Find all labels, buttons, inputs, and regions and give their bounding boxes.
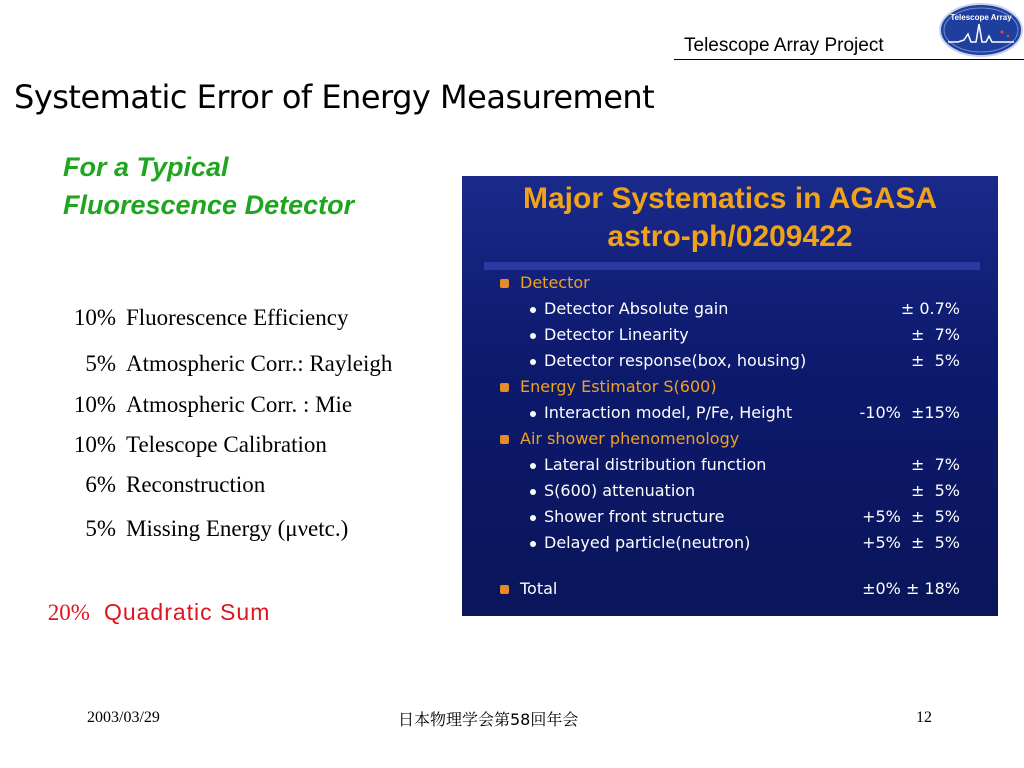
sum-percent: 20%: [47, 600, 90, 625]
dot-bullet-icon: [530, 463, 536, 469]
logo-text: Telescope Array: [950, 13, 1012, 22]
header-rule: [674, 59, 1024, 60]
footer-date: 2003/03/29: [87, 709, 160, 726]
agasa-title-line-1: Major Systematics in AGASA: [522, 182, 937, 215]
agasa-systematics-image: [462, 176, 998, 616]
error-label: Fluorescence Efficiency: [126, 305, 349, 330]
agasa-category-row: [492, 376, 988, 402]
dot-bullet-icon: [530, 541, 536, 547]
agasa-row-value: ± 7%: [911, 455, 960, 474]
dot-bullet-icon: [530, 359, 536, 365]
error-percent: 10%: [73, 305, 116, 330]
dot-bullet-icon: [530, 307, 536, 313]
dot-bullet-icon: [530, 333, 536, 339]
header-project-title: Telescope Array Project: [684, 35, 884, 56]
error-percent: 10%: [73, 392, 116, 417]
agasa-category-row: [492, 578, 988, 604]
error-label: Atmospheric Corr. : Mie: [126, 392, 353, 417]
agasa-divider-band: [484, 262, 980, 270]
agasa-row-label: Detector Absolute gain: [544, 299, 729, 318]
agasa-item-row: [492, 454, 988, 480]
square-bullet-icon: [500, 435, 509, 444]
agasa-row-value: ± 5%: [911, 351, 960, 370]
agasa-row-value: +5% ± 5%: [862, 533, 960, 552]
agasa-row-value: ± 5%: [911, 481, 960, 500]
agasa-row-value: -10% ±15%: [859, 403, 960, 422]
agasa-row-value: ±0% ± 18%: [862, 579, 960, 598]
agasa-item-row: [492, 480, 988, 506]
dot-bullet-icon: [530, 489, 536, 495]
agasa-row-label: Total: [520, 579, 558, 598]
agasa-row-label: Energy Estimator S(600): [520, 377, 717, 396]
subtitle-line-1: For a Typical: [63, 152, 229, 182]
agasa-row-label: S(600) attenuation: [544, 481, 696, 500]
agasa-row-value: +5% ± 5%: [862, 507, 960, 526]
footer-page-number: 12: [916, 709, 932, 726]
error-label: Telescope Calibration: [126, 432, 327, 457]
agasa-row-label: Detector: [520, 273, 590, 292]
agasa-item-row: [492, 506, 988, 532]
error-label: Reconstruction: [126, 472, 266, 497]
error-percent: 5%: [85, 516, 116, 541]
square-bullet-icon: [500, 383, 509, 392]
dot-bullet-icon: [530, 411, 536, 417]
error-percent: 6%: [85, 472, 116, 497]
sum-label: Quadratic Sum: [103, 599, 271, 625]
agasa-title: [462, 180, 998, 256]
agasa-row-label: Interaction model, P/Fe, Height: [544, 403, 793, 422]
agasa-item-row: [492, 350, 988, 376]
agasa-title-line-2: astro-ph/0209422: [607, 220, 853, 253]
slide-title: Systematic Error of Energy Measurement: [14, 78, 655, 116]
agasa-row-value: ± 7%: [911, 325, 960, 344]
subtitle-line-2: Fluorescence Detector: [63, 190, 355, 220]
agasa-row-label: Lateral distribution function: [544, 455, 767, 474]
agasa-item-row: [492, 402, 988, 428]
agasa-row-label: Delayed particle(neutron): [544, 533, 751, 552]
error-percent: 5%: [85, 351, 116, 376]
agasa-category-row: [492, 272, 988, 298]
agasa-row-value: ± 0.7%: [900, 299, 960, 318]
agasa-row-label: Shower front structure: [544, 507, 725, 526]
agasa-item-row: [492, 324, 988, 350]
error-item: [0, 490, 348, 568]
quadratic-sum: [35, 572, 270, 626]
footer-conference: 日本物理学会第58回年会: [398, 710, 579, 729]
error-label: Atmospheric Corr.: Rayleigh: [126, 351, 393, 376]
agasa-category-row: [492, 428, 988, 454]
agasa-item-row: [492, 298, 988, 324]
telescope-array-logo: [938, 2, 1024, 58]
agasa-row-label: Detector Linearity: [544, 325, 689, 344]
dot-bullet-icon: [530, 515, 536, 521]
subtitle: [63, 148, 354, 224]
agasa-row-label: Air shower phenomenology: [520, 429, 740, 448]
agasa-row-label: Detector response(box, housing): [544, 351, 807, 370]
agasa-item-row: [492, 532, 988, 558]
square-bullet-icon: [500, 279, 509, 288]
error-percent: 10%: [73, 432, 116, 457]
error-label: Missing Energy (μνetc.): [126, 516, 349, 541]
square-bullet-icon: [500, 585, 509, 594]
